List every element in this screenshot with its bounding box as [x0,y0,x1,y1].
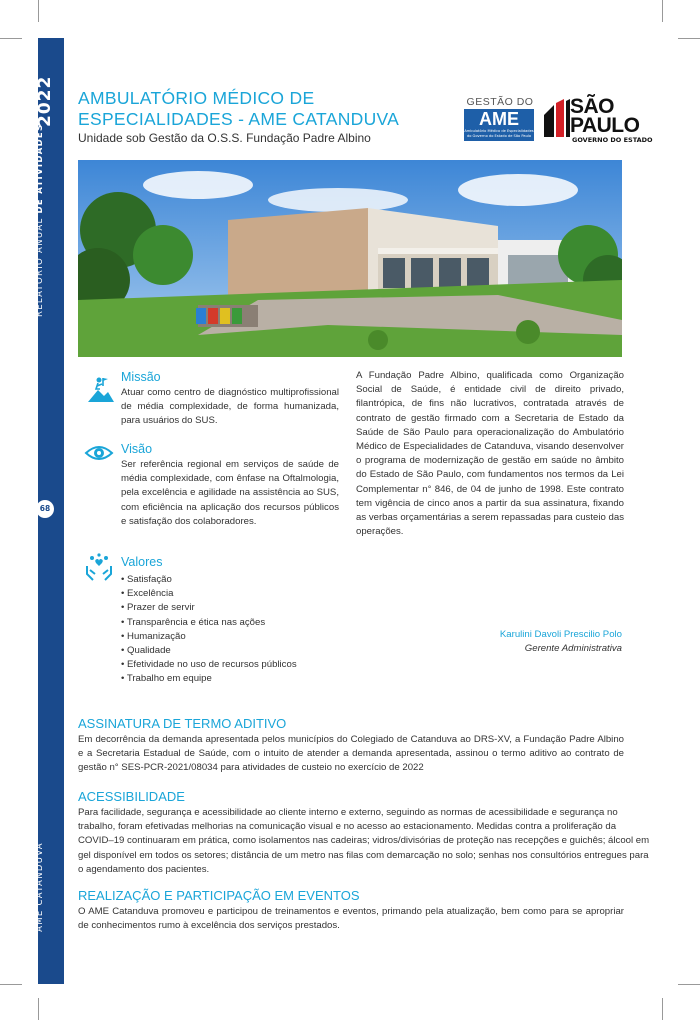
sidebar-report-label [35,123,49,317]
eye-icon [84,438,114,468]
aditivo-heading: ASSINATURA DE TERMO ADITIVO [78,716,287,731]
eventos-text: O AME Catanduva promoveu e participou de treinamentos e eventos, primando pela atualização, bem como para se apropriar de conhecimentos rumo à excelência dos serviços prestados. [78,906,624,932]
visao-text: Ser referência regional em serviços de saúde de média complexidade, com ênfase na Oftalmologia, pela excelência e agilidade na assistência ao SUS, com eficiência na aplicação dos recursos públicos e satisfação dos colaboradores. [121,459,339,527]
crop-mark [678,984,700,985]
sp-gov-text: GOVERNO DO ESTADO [572,136,653,144]
sp-line-1: SÃO [570,95,615,118]
title-line-1: AMBULATÓRIO MÉDICO DE [78,88,315,108]
crop-mark [678,38,700,39]
eventos-heading: REALIZAÇÃO E PARTICIPAÇÃO EM EVENTOS [78,888,360,903]
crop-mark [38,998,39,1020]
list-item: • Trabalho em equipe [121,673,212,685]
ame-logo [460,96,540,148]
list-item: • Efetividade no uso de recursos públicos [121,659,297,671]
mountain-climber-icon [86,374,116,404]
crop-mark [0,984,22,985]
report-label-bold: DE ATIVIDADES [35,123,45,214]
sao-paulo-logo [542,95,653,153]
sao-paulo-logo-text [570,97,639,135]
crop-mark [0,38,22,39]
list-item: • Qualidade [121,645,171,657]
page-subtitle: Unidade sob Gestão da O.S.S. Fundação Padre Albino [78,131,371,145]
acessibilidade-heading: ACESSIBILIDADE [78,789,185,804]
acessibilidade-text: Para facilidade, segurança e acessibilidade ao cliente interno e externo, seguindo as normas de acessibilidade e segurança no trabalho, foram efetivadas melhorias na comunicação visual e no acesso ao estacionamento. Medidas contra a proliferação da COVID–19 continuaram em prática, como isolamentos nas cadeiras; vidros/divisórias de proteção nas recepções e guichês; álcool em gel disponível em todos os setores; distância de um metro nas filas com demarcação no solo; senhas nos consultórios entregues para o agendamento dos pacientes. [78,807,650,875]
aditivo-text: Em decorrência da demanda apresentada pelos municípios do Colegiado de Catanduva ao DRS-XV, a Fundação Padre Albino e a Secretaria Estadual de Saúde, com o intuito de atender a demanda apresentada, assinou o termo aditivo ao contrato de gestão n° SES-PCR-2021/08034 para atividades de custeio no exercício de 2022 [78,734,624,774]
building-photo [78,160,622,357]
sidebar-unit-label: AME CATANDUVA [35,842,45,932]
crop-mark [38,0,39,22]
sao-paulo-flag-stripes-icon [542,97,572,139]
title-line-2: ESPECIALIDADES - AME CATANDUVA [78,109,400,129]
sp-line-2: PAULO [570,114,640,137]
page-number: 68 [36,500,54,518]
missao-heading: Missão [121,370,161,384]
valores-heading: Valores [121,555,163,569]
ame-logo-box [464,109,534,141]
visao-heading: Visão [121,442,153,456]
page-title [78,88,448,130]
ame-logo-small-1: Ambulatório Médico de Especialidades [464,129,534,133]
fundacao-text: A Fundação Padre Albino, qualificada como Organização Social de Saúde, é entidade civil de direito privado, filantrópica, de fins não lucrativos, contratada através de contrato de gestão firmado com a Secretaria de Estado da Saúde de São Paulo para operacionalização do Ambulatório Médico de Especialidades de Catanduva, visando desenvolver o programa de modernização de gestão em saúde no âmbito do Estado de São Paulo, com fundamentos nos termos da Lei Complementar n° 846, de 04 de junho de 1998. Este contrato tem vigência de cinco anos a partir da sua assinatura, fixando as verbas orçamentárias a serem repassadas para custeio das operações. [356,370,624,538]
missao-text: Atuar como centro de diagnóstico multiprofissional de média complexidade, de forma humanizada, para usuários do SUS. [121,387,339,427]
ame-logo-small-2: do Governo do Estado de São Paulo [466,134,532,138]
signer-name: Karulini Davoli Prescilio Polo [499,629,622,640]
signer-role: Gerente Administrativa [524,643,622,654]
list-item: • Transparência e ética nas ações [121,616,266,628]
ame-logo-mark: AME [479,109,519,129]
ame-logo-top-text: GESTÃO DO [466,96,534,108]
report-label-light: RELATÓRIO ANUAL [35,213,45,317]
sidebar-year: 2022 [35,75,55,127]
list-item: • Prazer de servir [121,602,195,614]
hands-values-icon [84,552,114,582]
crop-mark [662,0,663,22]
list-item: • Satisfação [121,574,172,585]
list-item: • Excelência [121,588,174,600]
valores-list [121,573,351,687]
list-item: • Humanização [121,630,186,642]
crop-mark [662,998,663,1020]
